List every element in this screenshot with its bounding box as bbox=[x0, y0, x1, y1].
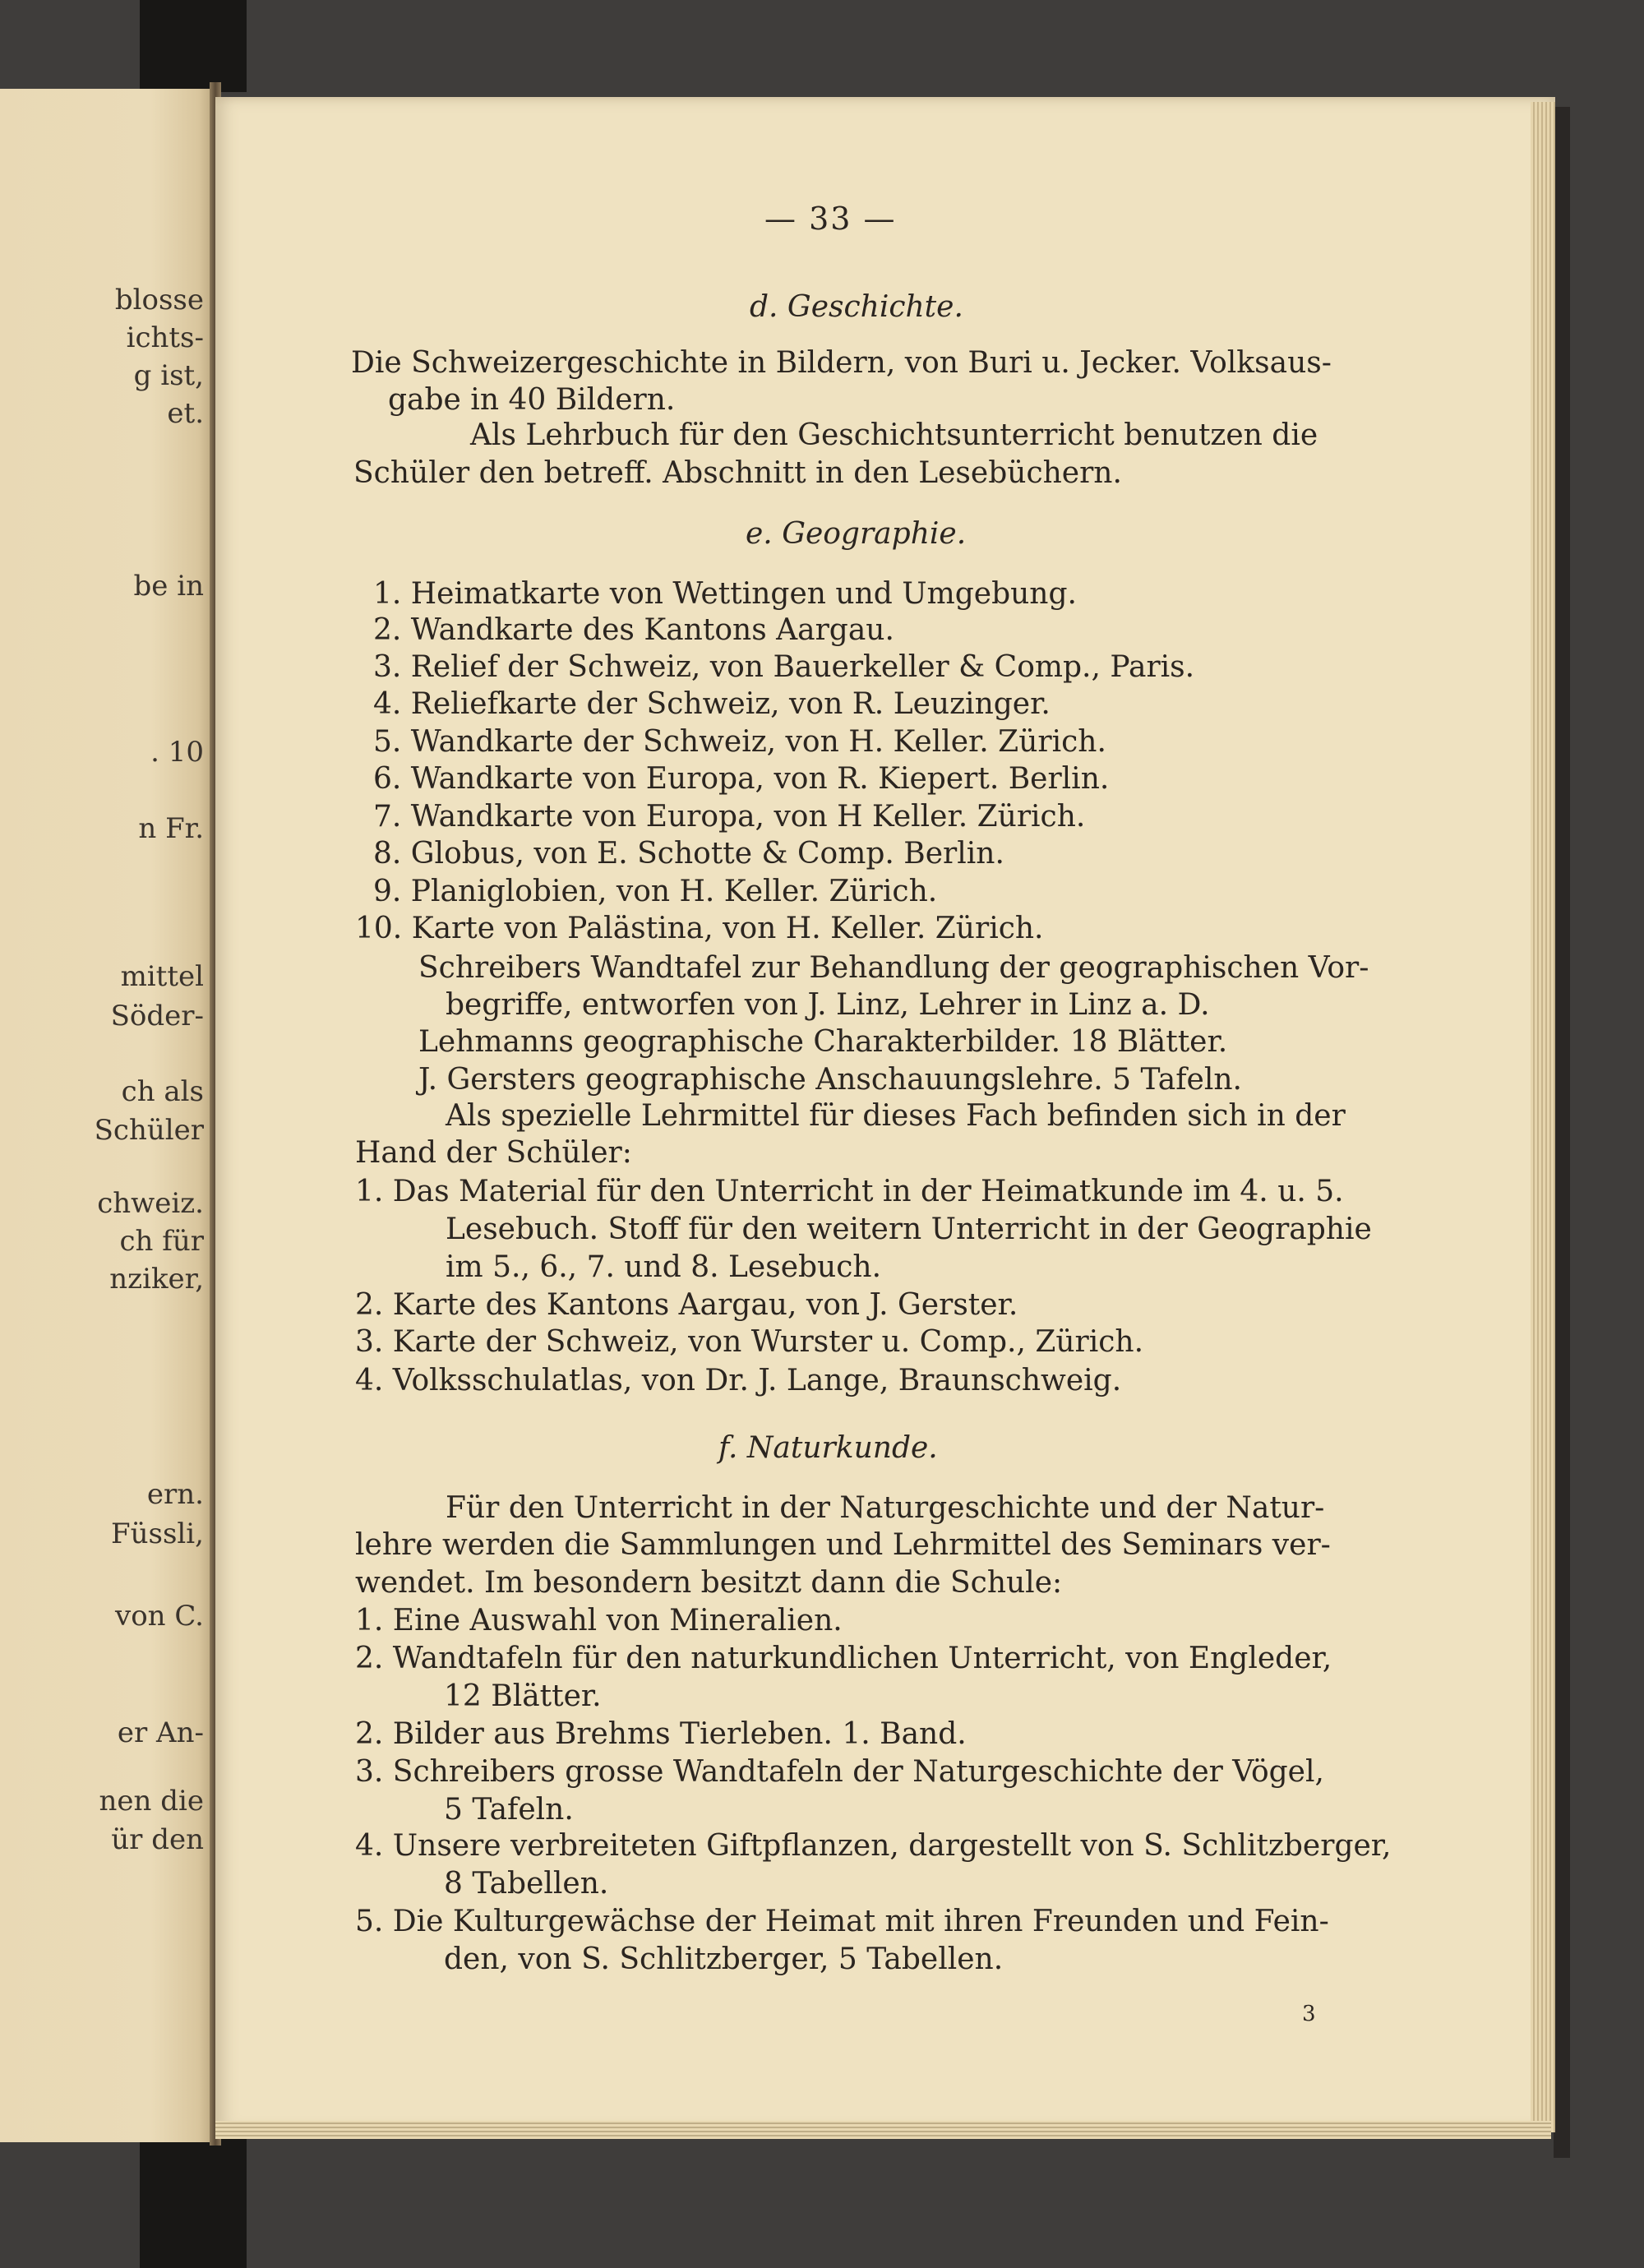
list-item: 8. Globus, von E. Schotte & Comp. Berlin. bbox=[373, 837, 1004, 871]
page-stack-edge bbox=[1531, 102, 1555, 2132]
left-fragment: mittel bbox=[120, 960, 204, 993]
text-line: wendet. Im besondern besitzt dann die Schule: bbox=[355, 1566, 1063, 1600]
section-heading-geographie: e. Geographie. bbox=[746, 517, 967, 551]
left-fragment: von C. bbox=[115, 1600, 204, 1633]
list-item: 4. Volksschulatlas, von Dr. J. Lange, Braunschweig. bbox=[355, 1364, 1122, 1397]
text-line: Für den Unterricht in der Naturgeschichte und der Natur- bbox=[446, 1491, 1325, 1525]
left-fragment: blosse bbox=[114, 284, 204, 316]
text-line: 8 Tabellen. bbox=[444, 1867, 609, 1901]
left-fragment: er An- bbox=[117, 1716, 204, 1749]
text-line: Lehmanns geographische Charakterbilder. 18 Blätter. bbox=[418, 1025, 1228, 1059]
left-fragment: et. bbox=[167, 397, 204, 430]
list-item: 1. Heimatkarte von Wettingen und Umgebung. bbox=[373, 577, 1077, 611]
left-fragment: . 10 bbox=[150, 736, 204, 769]
binding-strip-bottom bbox=[140, 2137, 247, 2268]
left-fragment: chweiz. bbox=[97, 1187, 204, 1220]
list-item: 2. Bilder aus Brehms Tierleben. 1. Band. bbox=[355, 1717, 967, 1751]
signature-mark: 3 bbox=[1302, 2002, 1316, 2026]
left-fragment: ern. bbox=[146, 1478, 204, 1511]
section-heading-naturkunde: f. Naturkunde. bbox=[718, 1431, 938, 1465]
list-item: 4. Unsere verbreiteten Giftpflanzen, dargestellt von S. Schlitzberger, bbox=[355, 1829, 1392, 1863]
text-line: Hand der Schüler: bbox=[355, 1136, 632, 1170]
text-line: den, von S. Schlitzberger, 5 Tabellen. bbox=[444, 1942, 1004, 1976]
left-fragment: ch für bbox=[119, 1225, 204, 1258]
text-line: 12 Blätter. bbox=[444, 1679, 602, 1713]
book-cover-edge bbox=[1554, 107, 1570, 2158]
left-fragment: Füssli, bbox=[111, 1517, 204, 1550]
text-line: Als Lehrbuch für den Geschichtsunterricht benutzen die bbox=[470, 418, 1318, 452]
list-item: 2. Karte des Kantons Aargau, von J. Gerster. bbox=[355, 1288, 1018, 1322]
list-item: 5. Wandkarte der Schweiz, von H. Keller. Zürich. bbox=[373, 725, 1106, 759]
left-page bbox=[0, 89, 215, 2142]
list-item: 10. Karte von Palästina, von H. Keller. Zürich. bbox=[355, 912, 1044, 945]
left-fragment: ch als bbox=[121, 1075, 204, 1108]
list-item: 3. Relief der Schweiz, von Bauerkeller & Comp., Paris. bbox=[373, 650, 1195, 684]
list-item: 5. Die Kulturgewächse der Heimat mit ihren Freunden und Fein- bbox=[355, 1905, 1329, 1938]
text-line: 5 Tafeln. bbox=[444, 1793, 574, 1827]
list-item: 2. Wandtafeln für den naturkundlichen Unterricht, von Engleder, bbox=[355, 1642, 1332, 1675]
list-item: 7. Wandkarte von Europa, von H Keller. Zürich. bbox=[373, 800, 1086, 834]
page-stack-bottom bbox=[215, 2121, 1551, 2139]
text-line: begriffe, entworfen von J. Linz, Lehrer in Linz a. D. bbox=[446, 988, 1210, 1022]
text-line: Die Schweizergeschichte in Bildern, von Buri u. Jecker. Volksaus- bbox=[351, 346, 1332, 380]
text-line: Lesebuch. Stoff für den weitern Unterricht in der Geographie bbox=[446, 1213, 1372, 1246]
text-line: J. Gersters geographische Anschauungslehre. 5 Tafeln. bbox=[418, 1063, 1242, 1097]
section-heading-geschichte: d. Geschichte. bbox=[750, 290, 963, 324]
left-fragment: ichts- bbox=[126, 321, 204, 354]
binding-strip-top bbox=[140, 0, 247, 92]
list-item: 1. Das Material für den Unterricht in der Heimatkunde im 4. u. 5. bbox=[355, 1175, 1344, 1208]
left-fragment: g ist, bbox=[133, 359, 204, 392]
list-item: 3. Schreibers grosse Wandtafeln der Naturgeschichte der Vögel, bbox=[355, 1755, 1324, 1789]
text-line: im 5., 6., 7. und 8. Lesebuch. bbox=[446, 1250, 882, 1284]
list-item: 1. Eine Auswahl von Mineralien. bbox=[355, 1604, 843, 1637]
left-fragment: Schüler bbox=[94, 1114, 204, 1147]
list-item: 6. Wandkarte von Europa, von R. Kiepert. Berlin. bbox=[373, 762, 1110, 796]
left-fragment: be in bbox=[133, 570, 204, 603]
left-fragment: Söder- bbox=[110, 1000, 204, 1032]
text-line: Schüler den betreff. Abschnitt in den Lesebüchern. bbox=[353, 456, 1122, 490]
right-page bbox=[215, 97, 1555, 2132]
left-fragment: nziker, bbox=[109, 1263, 204, 1296]
left-fragment: ür den bbox=[111, 1823, 204, 1856]
list-item: 4. Reliefkarte der Schweiz, von R. Leuzinger. bbox=[373, 687, 1051, 721]
text-line: Als spezielle Lehrmittel für dieses Fach befinden sich in der bbox=[446, 1099, 1346, 1133]
list-item: 3. Karte der Schweiz, von Wurster u. Comp., Zürich. bbox=[355, 1325, 1144, 1359]
list-item: 2. Wandkarte des Kantons Aargau. bbox=[373, 613, 894, 647]
list-item: 9. Planiglobien, von H. Keller. Zürich. bbox=[373, 875, 938, 908]
left-fragment: nen die bbox=[99, 1785, 204, 1818]
text-line: gabe in 40 Bildern. bbox=[388, 383, 676, 417]
text-line: lehre werden die Sammlungen und Lehrmittel des Seminars ver- bbox=[355, 1528, 1331, 1562]
text-line: Schreibers Wandtafel zur Behandlung der geographischen Vor- bbox=[418, 951, 1369, 985]
page-number: — 33 — bbox=[764, 201, 897, 237]
left-fragment: n Fr. bbox=[138, 812, 204, 845]
